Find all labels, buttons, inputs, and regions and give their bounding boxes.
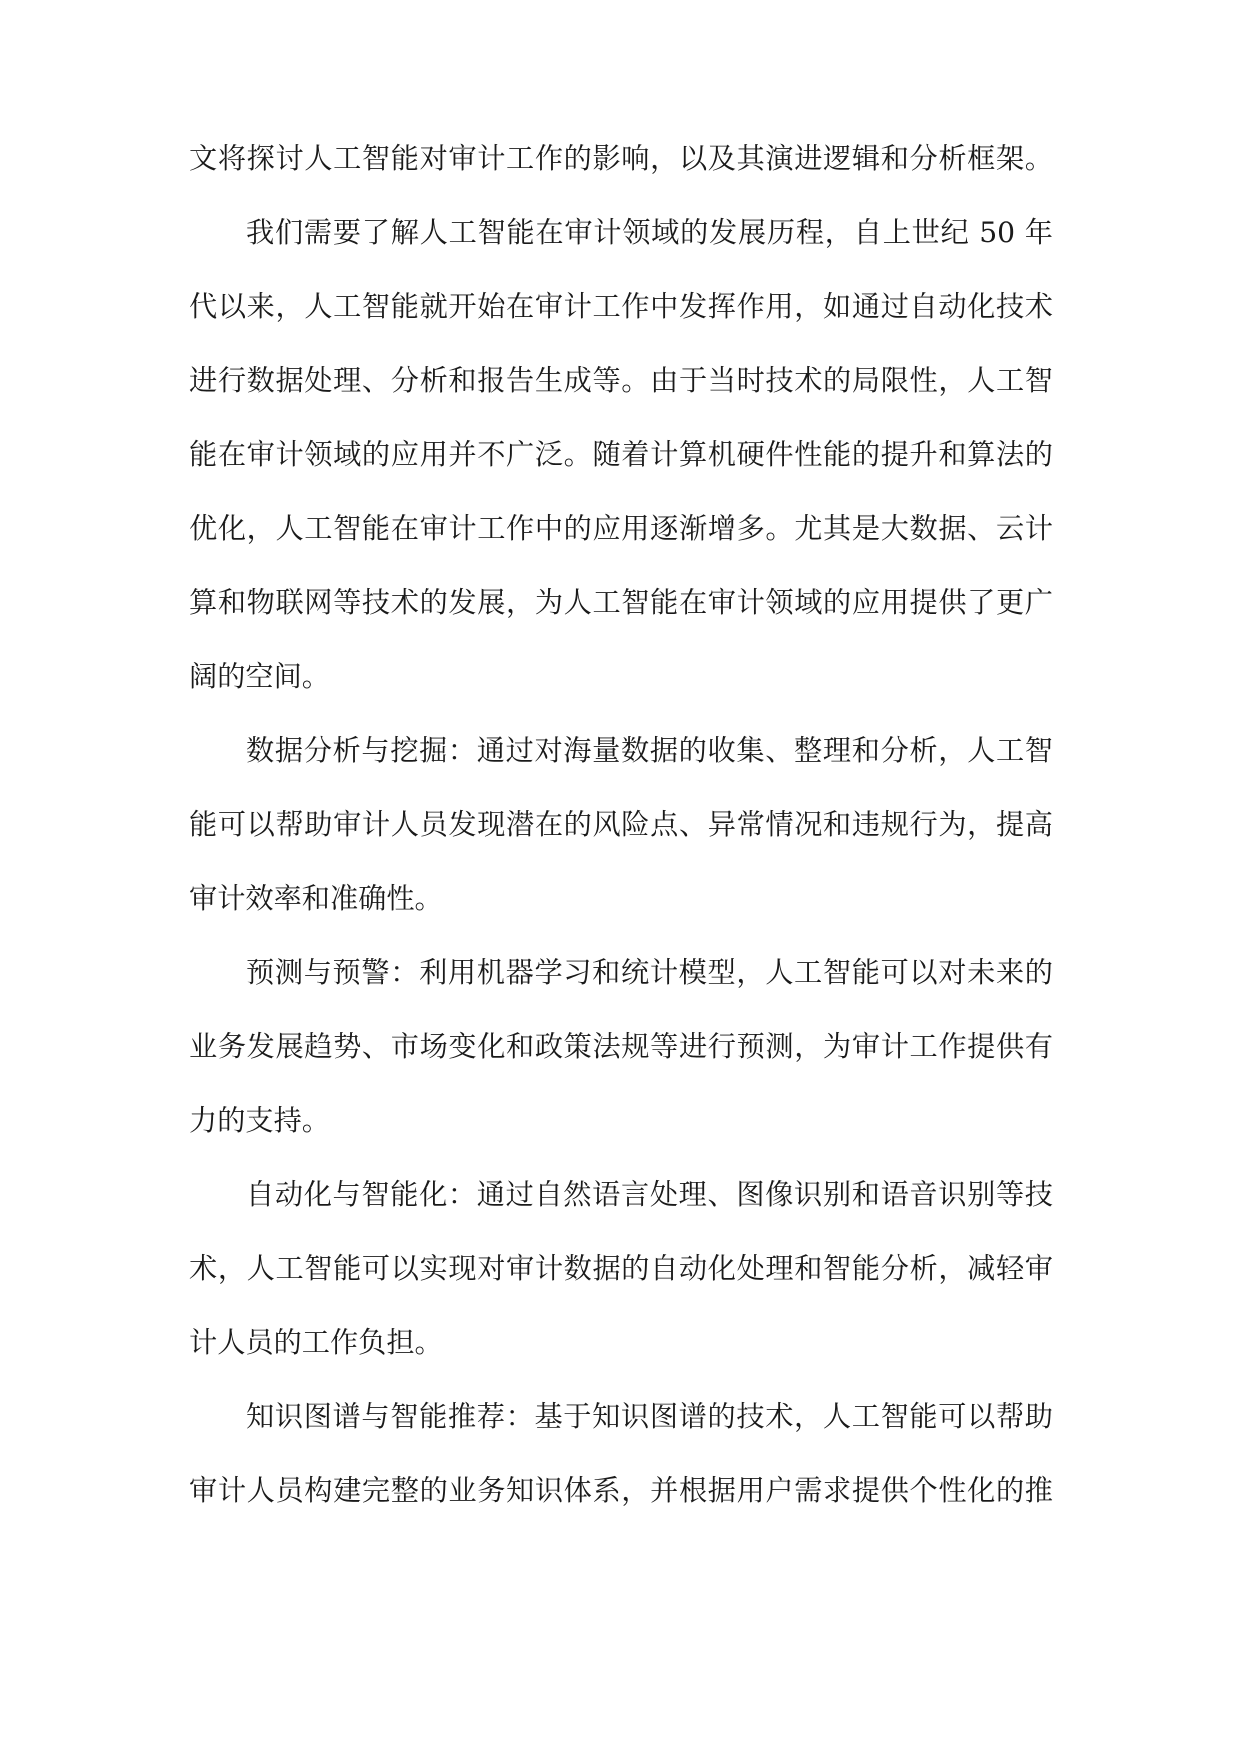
text-line: 我们需要了解人工智能在审计领域的发展历程，自上世纪 50 年 bbox=[246, 216, 1053, 249]
text-line: 力的支持。 bbox=[189, 1104, 330, 1137]
text-line: 代以来，人工智能就开始在审计工作中发挥作用，如通过自动化技术 bbox=[189, 290, 1053, 323]
text-line: 阔的空间。 bbox=[189, 660, 330, 693]
text-line: 进行数据处理、分析和报告生成等。由于当时技术的局限性，人工智 bbox=[189, 364, 1053, 397]
text-line: 自动化与智能化：通过自然语言处理、图像识别和语音识别等技 bbox=[246, 1178, 1053, 1211]
text-line: 文将探讨人工智能对审计工作的影响，以及其演进逻辑和分析框架。 bbox=[189, 142, 1053, 175]
text-line: 术，人工智能可以实现对审计数据的自动化处理和智能分析，减轻审 bbox=[189, 1252, 1053, 1285]
text-line: 优化，人工智能在审计工作中的应用逐渐增多。尤其是大数据、云计 bbox=[189, 512, 1053, 545]
text-line: 审计人员构建完整的业务知识体系，并根据用户需求提供个性化的推 bbox=[189, 1474, 1053, 1507]
text-line: 能可以帮助审计人员发现潜在的风险点、异常情况和违规行为，提高 bbox=[189, 808, 1053, 841]
text-line: 计人员的工作负担。 bbox=[189, 1326, 443, 1359]
text-line: 审计效率和准确性。 bbox=[189, 882, 443, 915]
text-line: 算和物联网等技术的发展，为人工智能在审计领域的应用提供了更广 bbox=[189, 586, 1053, 619]
text-line: 预测与预警：利用机器学习和统计模型，人工智能可以对未来的 bbox=[246, 956, 1053, 989]
text-line: 业务发展趋势、市场变化和政策法规等进行预测，为审计工作提供有 bbox=[189, 1030, 1053, 1063]
text-line: 能在审计领域的应用并不广泛。随着计算机硬件性能的提升和算法的 bbox=[189, 438, 1053, 471]
text-line: 知识图谱与智能推荐：基于知识图谱的技术，人工智能可以帮助 bbox=[246, 1400, 1053, 1433]
text-line: 数据分析与挖掘：通过对海量数据的收集、整理和分析，人工智 bbox=[246, 734, 1053, 767]
